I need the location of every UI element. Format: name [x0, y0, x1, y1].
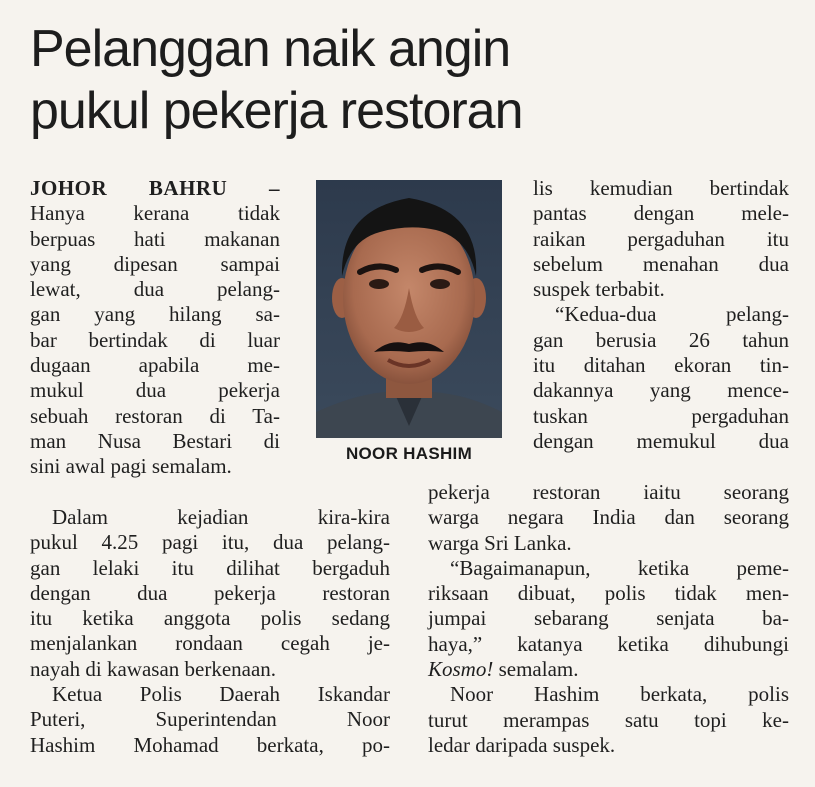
article-column-1-lower: [30, 505, 390, 758]
photo-caption: NOOR HASHIM: [345, 444, 473, 463]
article-line: “Bagaimanapun, ketika peme-: [450, 555, 789, 580]
article-line: gan lelaki itu dilihat bergaduh: [30, 555, 390, 580]
article-line: raikan pergaduhan itu: [533, 226, 789, 251]
article-line: “Kedua-dua pelang-: [555, 302, 789, 327]
article-column-2-upper: [533, 176, 789, 454]
dateline: JOHOR BAHRU –: [30, 176, 280, 200]
article-line: dugaan apabila me-: [30, 353, 280, 378]
article-line: warga negara India dan seorang: [428, 505, 789, 530]
article-line: yang dipesan sampai: [30, 251, 280, 276]
article-line: man Nusa Bestari di: [30, 428, 280, 453]
publication-name: Kosmo!: [428, 657, 494, 682]
article-line: Dalam kejadian kira-kira: [52, 505, 390, 529]
article-line: gan yang hilang sa-: [30, 302, 280, 327]
portrait-illustration: [316, 180, 502, 438]
article-line: menjalankan rondaan cegah je-: [30, 631, 390, 656]
article-line: Hanya kerana tidak: [30, 201, 280, 226]
article-line: sebuah restoran di Ta-: [30, 403, 280, 428]
article-line: turut merampas satu topi ke-: [428, 707, 789, 732]
article-line: dengan dua pekerja restoran: [30, 580, 390, 605]
article-line: mukul dua pekerja: [30, 378, 280, 403]
article-line: dengan memukul dua: [533, 428, 789, 453]
article-line: haya,” katanya ketika dihubungi: [428, 631, 789, 656]
headline-line-1: Pelanggan naik angin: [30, 20, 511, 78]
article-text: semalam.: [493, 657, 579, 682]
article-line: [30, 176, 280, 201]
portrait-photo: [316, 180, 502, 438]
article-line: itu ketika anggota polis sedang: [30, 606, 390, 631]
article-line: pekerja restoran iaitu seorang: [428, 480, 789, 504]
article-line: dakannya yang mence-: [533, 378, 789, 403]
article-line: Ketua Polis Daerah Iskandar: [52, 682, 390, 707]
article-line: Hashim Mohamad berkata, po-: [30, 732, 390, 757]
article-line: lis kemudian bertindak: [533, 176, 789, 200]
article-line: Puteri, Superintendan Noor: [30, 707, 390, 732]
article-column-1-upper: [30, 176, 280, 480]
article-line: jumpai sebarang senjata ba-: [428, 606, 789, 631]
article-line: ledar daripada suspek.: [428, 732, 616, 757]
article-line: suspek terbabit.: [533, 277, 665, 302]
article-line: [428, 657, 789, 682]
article-line: sini awal pagi semalam.: [30, 454, 232, 479]
article-line: itu ditahan ekoran tin-: [533, 353, 789, 378]
article-column-2-lower: [428, 480, 789, 758]
article-line: sebelum menahan dua: [533, 251, 789, 276]
article-line: riksaan dibuat, polis tidak men-: [428, 581, 789, 606]
headline-line-2: pukul pekerja restoran: [30, 82, 523, 140]
article-line: pukul 4.25 pagi itu, dua pelang-: [30, 530, 390, 555]
headline: [30, 18, 523, 142]
article-line: lewat, dua pelang-: [30, 277, 280, 302]
article-line: bar bertindak di luar: [30, 327, 280, 352]
article-line: pantas dengan mele-: [533, 201, 789, 226]
article-line: warga Sri Lanka.: [428, 530, 572, 555]
article-line: gan berusia 26 tahun: [533, 327, 789, 352]
article-line: berpuas hati makanan: [30, 226, 280, 251]
article-line: nayah di kawasan berkenaan.: [30, 656, 277, 681]
article-line: tuskan pergaduhan: [533, 403, 789, 428]
article-line: Noor Hashim berkata, polis: [450, 682, 789, 707]
